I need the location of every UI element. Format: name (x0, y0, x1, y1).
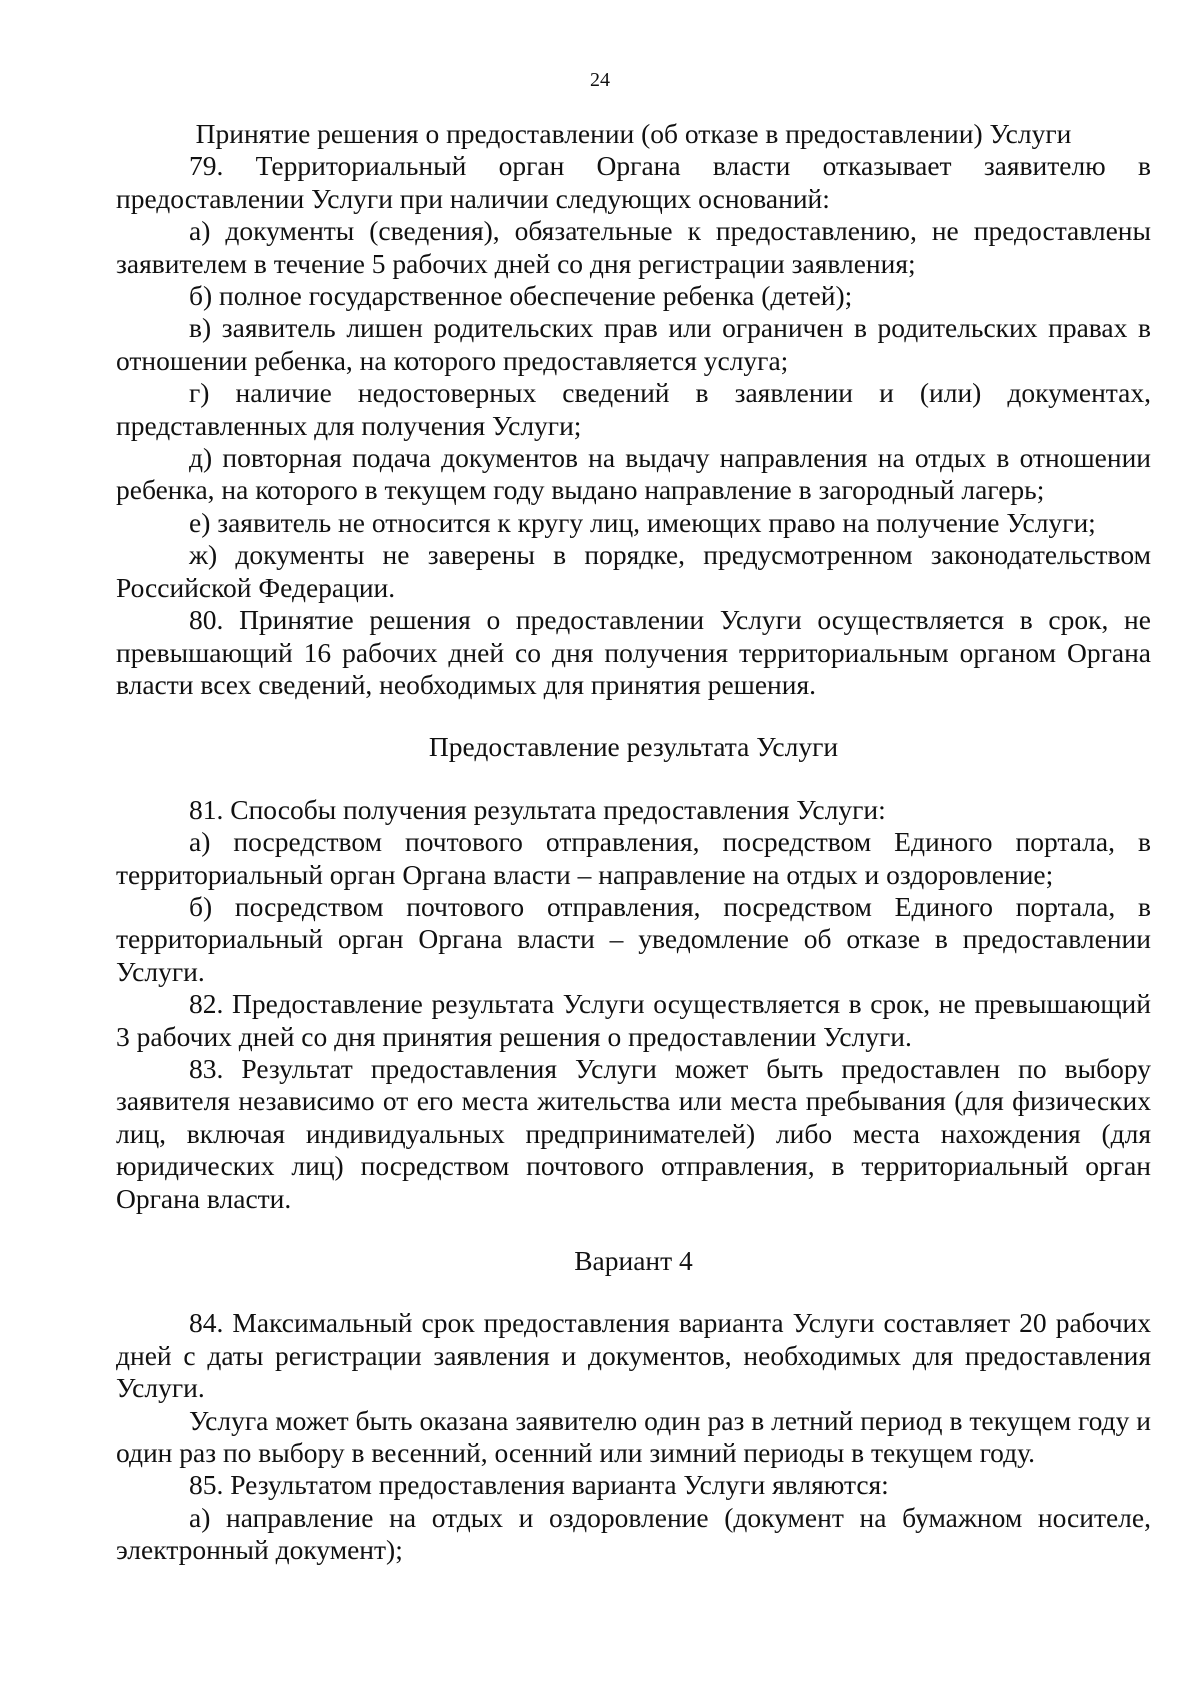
paragraph-85: 85. Результатом предоставления варианта Услуги являются: (189, 1469, 889, 1501)
paragraph-79-e: е) заявитель не относится к кругу лиц, имеющих право на получение Услуги; (189, 506, 1096, 538)
paragraph-85-a: а) направление на отдых и оздоровление (документ на бумажном носителе, электронный документ); (116, 1501, 1151, 1566)
paragraph-79-g: г) наличие недостоверных сведений в заявлении и (или) документах, представленных для получения Услуги; (116, 377, 1151, 441)
section-heading-result: Предоставление результата Услуги (428, 731, 839, 763)
section-heading-variant-4: Вариант 4 (574, 1245, 693, 1276)
paragraph-81: 81. Способы получения результата предоставления Услуги: (189, 793, 886, 825)
paragraph-82: 82. Предоставление результата Услуги осуществляется в срок, не превышающий 3 рабочих дней со дня принятия решения о предоставлении Услуги. (116, 988, 1151, 1052)
document-body (116, 118, 1151, 1567)
paragraph-79-zh: ж) документы не заверены в порядке, предусмотренном законодательством Российской Федерации. (116, 539, 1151, 603)
section-heading-decision: Принятие решения о предоставлении (об отказе в предоставлении) Услуги (195, 118, 1072, 149)
page-number: 24 (590, 69, 610, 91)
paragraph-81-a: а) посредством почтового отправления, посредством Единого портала, в территориальный орган Органа власти – направление на отдых и оздоровление; (116, 826, 1151, 890)
paragraph-84: 84. Максимальный срок предоставления варианта Услуги составляет 20 рабочих дней с даты регистрации заявления и документов, необходимых для предоставления Услуги. (116, 1307, 1151, 1404)
paragraph-79-b: б) полное государственное обеспечение ребенка (детей); (189, 280, 853, 312)
paragraph-83: 83. Результат предоставления Услуги может быть предоставлен по выбору заявителя независимо от его места жительства или места пребывания (для физических лиц, включая индивидуальных предпринимателей) либо места нахождения (для юридических лиц) посредством почтового отправления, в территориальный орган Органа власти. (116, 1052, 1151, 1214)
paragraph-79-a: а) документы (сведения), обязательные к предоставлению, не предоставлены заявителем в течение 5 рабочих дней со дня регистрации заявления; (116, 215, 1151, 279)
paragraph-79-d: д) повторная подача документов на выдачу направления на отдых в отношении ребенка, на которого в текущем году выдано направление в загородный лагерь; (116, 442, 1151, 506)
paragraph-80: 80. Принятие решения о предоставлении Услуги осуществляется в срок, не превышающий 16 рабочих дней со дня получения территориальным органом Органа власти всех сведений, необходимых для принятия решения. (116, 604, 1151, 700)
paragraph-84-note: Услуга может быть оказана заявителю один раз в летний период в текущем году и один раз по выбору в весенний, осенний или зимний периоды в текущем году. (116, 1404, 1151, 1469)
paragraph-79-v: в) заявитель лишен родительских прав или ограничен в родительских правах в отношении ребенка, на которого предоставляется услуга; (116, 312, 1151, 376)
paragraph-81-b: б) посредством почтового отправления, посредством Единого портала, в территориальный орган Органа власти – уведомление об отказе в предоставлении Услуги. (116, 890, 1151, 987)
paragraph-79: 79. Территориальный орган Органа власти отказывает заявителю в предоставлении Услуги при наличии следующих оснований: (116, 150, 1151, 214)
